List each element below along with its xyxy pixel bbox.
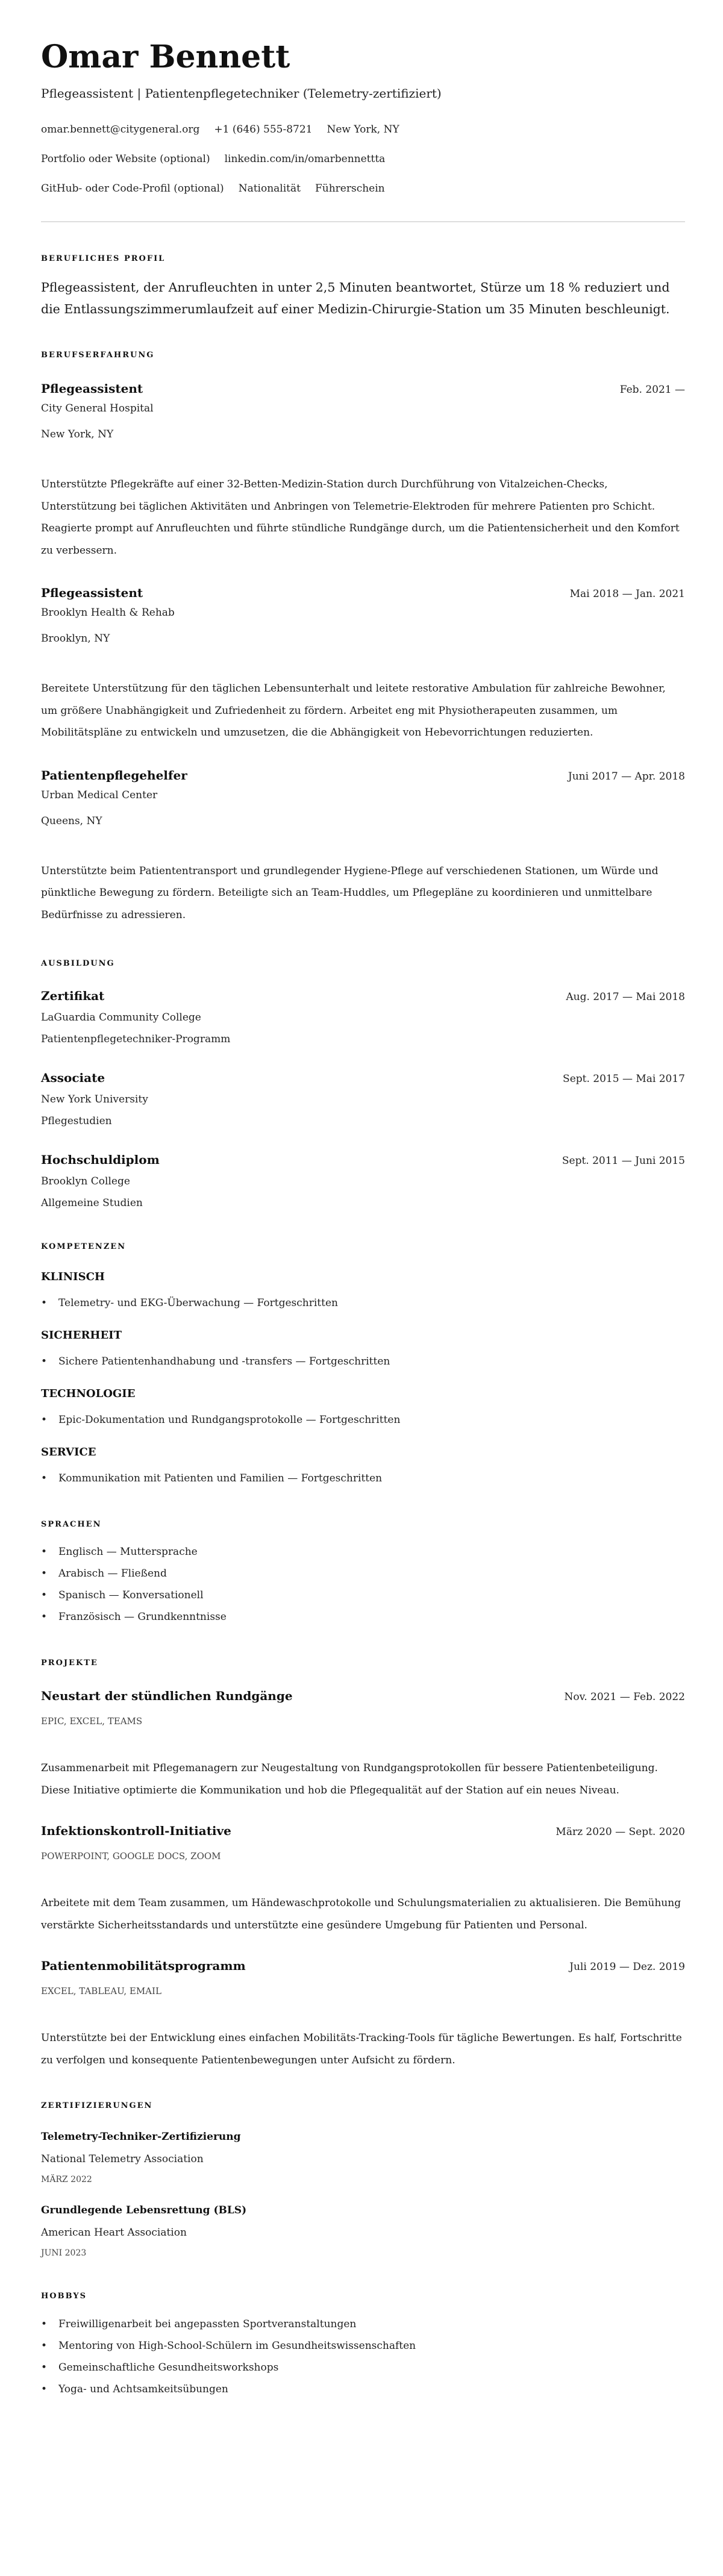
certification-date: MÄRZ 2022 (41, 2175, 92, 2184)
section-title-languages: SPRACHEN (41, 1520, 102, 1529)
project-description: Arbeitete mit dem Team zusammen, um Händewaschprotokolle und Schulungsmaterialien zu aktualisieren. Die Bemühung verstärkte Sicherheitsstandards und unterstützte eine gesündere Umgebung für Patienten und Personal. (41, 1897, 681, 1931)
job-description: Unterstützte beim Patiententransport und grundlegender Hygiene-Pflege auf verschiedenen Stationen, um Würde und pünktliche Bewegung zu fördern. Beteiligte sich an Team-Huddles, um Pflegepläne zu koordinieren und unmittelbare Bedürfnisse zu adressieren. (41, 864, 659, 921)
headline: Pflegeassistent | Patientenpflegetechniker (Telemetry-zertifiziert) (41, 86, 442, 101)
skill-item: • Sichere Patientenhandhabung und -transfers — Fortgeschritten (41, 1354, 685, 1369)
entry-title: Hochschuldiplom (41, 1152, 160, 1167)
section-title-experience: BERUFSERFAHRUNG (41, 351, 155, 360)
school: Brooklyn College (41, 1175, 130, 1187)
job-location: Brooklyn, NY (41, 633, 110, 645)
section-title-skills: KOMPETENZEN (41, 1242, 127, 1251)
company: Urban Medical Center (41, 789, 158, 801)
entry-date: Juni 2017 — Apr. 2018 (568, 770, 685, 783)
section-title-certifications: ZERTIFIZIERUNGEN (41, 2101, 153, 2110)
hobby-item: • Mentoring von High-School-Schülern im Gesundheitswissenschaften (41, 2335, 685, 2357)
entry-date: Feb. 2021 — (619, 384, 685, 396)
education-entry (41, 1069, 685, 1129)
contact-row (41, 122, 685, 137)
job-description: Unterstützte Pflegekräfte auf einer 32-Betten-Medizin-Station durch Durchführung von Vitalzeichen-Checks, Unterstützung bei täglichen Aktivitäten und Anbringen von Telemetrie-Elektroden für mehrere Patienten pro Schicht. Reagierte prompt auf Anrufleuchten und führte stündliche Rundgänge durch, um die Patientensicherheit und den Komfort zu verbessern. (41, 478, 680, 557)
entry-header (41, 584, 685, 602)
divider (41, 221, 685, 222)
program: Allgemeine Studien (41, 1197, 143, 1209)
section-title-projects: PROJEKTE (41, 1658, 98, 1668)
skill-category: SERVICE (41, 1446, 96, 1458)
entry-title: Associate (41, 1071, 105, 1085)
project-technologies: EPIC, EXCEL, TEAMS (41, 1716, 143, 1727)
project-description: Zusammenarbeit mit Pflegemanagern zur Neugestaltung von Rundgangsprotokollen für bessere Patientenbeteiligung. Diese Initiative optimierte die Kommunikation und hob die Pflegequalität auf der Station auf ein neues Niveau. (41, 1762, 658, 1796)
contact-row (41, 151, 685, 167)
location: New York, NY (327, 123, 399, 136)
entry-date: Sept. 2015 — Mai 2017 (563, 1073, 685, 1085)
hobby-item: • Freiwilligenarbeit bei angepassten Sportveranstaltungen (41, 2313, 685, 2335)
job-location: New York, NY (41, 428, 114, 440)
portfolio-link[interactable]: Portfolio oder Website (optional) (41, 153, 210, 165)
entry-title: Patientenpflegehelfer (41, 767, 187, 783)
entry-date: Juli 2019 — Dez. 2019 (569, 1961, 685, 1973)
certification-issuer: National Telemetry Association (41, 2153, 204, 2165)
entry-header (41, 987, 685, 1005)
section-title-profile: BERUFLICHES PROFIL (41, 254, 166, 263)
school: LaGuardia Community College (41, 1011, 201, 1024)
email-link[interactable]: omar.bennett@citygeneral.org (41, 123, 200, 136)
github-link[interactable]: GitHub- oder Code-Profil (optional) (41, 183, 224, 195)
entry-date: März 2020 — Sept. 2020 (556, 1826, 685, 1838)
education-entry (41, 1151, 685, 1211)
contact-row (41, 181, 685, 196)
linkedin-link[interactable]: linkedin.com/in/omarbennettta (224, 153, 386, 165)
project-entry (41, 1687, 685, 1801)
entry-header (41, 1822, 685, 1840)
project-technologies: EXCEL, TABLEAU, EMAIL (41, 1986, 161, 1996)
entry-title: Pflegeassistent (41, 586, 143, 600)
language-item: • Englisch — Muttersprache (41, 1541, 685, 1563)
skill-item: • Epic-Dokumentation und Rundgangsprotokolle — Fortgeschritten (41, 1412, 685, 1428)
company: City General Hospital (41, 402, 154, 414)
entry-date: Aug. 2017 — Mai 2018 (566, 991, 685, 1003)
entry-header (41, 1069, 685, 1087)
language-item: • Spanisch — Konversationell (41, 1584, 685, 1606)
certification-title: Telemetry-Techniker-Zertifizierung (41, 2131, 241, 2143)
project-technologies: POWERPOINT, GOOGLE DOCS, ZOOM (41, 1851, 221, 1862)
phone: +1 (646) 555-8721 (214, 123, 313, 136)
skill-category: KLINISCH (41, 1271, 105, 1283)
section-title-hobbies: HOBBYS (41, 2292, 87, 2301)
entry-date: Mai 2018 — Jan. 2021 (569, 588, 685, 600)
entry-title: Infektionskontroll-Initiative (41, 1824, 231, 1838)
entry-date: Nov. 2021 — Feb. 2022 (564, 1691, 685, 1703)
project-entry (41, 1957, 685, 2071)
experience-entry (41, 767, 685, 927)
job-description: Bereitete Unterstützung für den täglichen Lebensunterhalt und leitete restorative Ambulation für zahlreiche Bewohner, um größere Unabhängigkeit und Zufriedenheit zu fördern. Arbeitet eng mit Physiotherapeuten zusammen, um Mobilitätspläne zu entwickeln und umzusetzen, die die Abhängigkeit von Hebevorrichtungen reduzierten. (41, 683, 666, 739)
entry-title: Pflegeassistent (41, 381, 143, 396)
program: Patientenpflegetechniker-Programm (41, 1033, 231, 1045)
company: Brooklyn Health & Rehab (41, 607, 175, 619)
entry-header (41, 1687, 685, 1705)
school: New York University (41, 1093, 148, 1105)
certification-issuer: American Heart Association (41, 2227, 187, 2239)
language-item: • Arabisch — Fließend (41, 1563, 685, 1584)
profile-summary: Pflegeassistent, der Anrufleuchten in unter 2,5 Minuten beantwortet, Stürze um 18 % reduziert und die Entlassungszimmerumlaufzeit auf einer Medizin-Chirurgie-Station um 35 Minuten beschleunigt. (41, 280, 670, 316)
hobby-item: • Gemeinschaftliche Gesundheitsworkshops (41, 2357, 685, 2378)
entry-title: Patientenmobilitätsprogramm (41, 1959, 246, 1973)
experience-entry (41, 380, 685, 561)
job-location: Queens, NY (41, 814, 102, 827)
skill-item: • Telemetry- und EKG-Überwachung — Fortgeschritten (41, 1295, 685, 1311)
resume (0, 39, 723, 2400)
candidate-name: Omar Bennett (41, 39, 290, 75)
drivers-license: Führerschein (315, 183, 385, 195)
entry-header (41, 767, 685, 785)
project-entry (41, 1822, 685, 1936)
program: Pflegestudien (41, 1115, 112, 1127)
entry-title: Neustart der stündlichen Rundgänge (41, 1689, 293, 1703)
language-item: • Französisch — Grundkenntnisse (41, 1606, 685, 1628)
entry-header (41, 1957, 685, 1975)
skill-category: SICHERHEIT (41, 1329, 122, 1342)
skill-category: TECHNOLOGIE (41, 1387, 136, 1400)
entry-header (41, 380, 685, 398)
entry-date: Sept. 2011 — Juni 2015 (562, 1155, 685, 1167)
education-entry (41, 987, 685, 1047)
hobby-item: • Yoga- und Achtsamkeitsübungen (41, 2378, 685, 2400)
entry-header (41, 1151, 685, 1169)
project-description: Unterstützte bei der Entwicklung eines einfachen Mobilitäts-Tracking-Tools für tägliche Bewertungen. Es half, Fortschritte zu verfolgen und konsequente Patientenbewegungen unter Aufsicht zu fördern. (41, 2032, 682, 2066)
certification-title: Grundlegende Lebensrettung (BLS) (41, 2204, 247, 2216)
nationality: Nationalität (238, 183, 301, 195)
skill-item: • Kommunikation mit Patienten und Familien — Fortgeschritten (41, 1471, 685, 1486)
entry-title: Zertifikat (41, 989, 105, 1003)
section-title-education: AUSBILDUNG (41, 959, 115, 968)
certification-date: JUNI 2023 (41, 2248, 87, 2258)
experience-entry (41, 584, 685, 744)
